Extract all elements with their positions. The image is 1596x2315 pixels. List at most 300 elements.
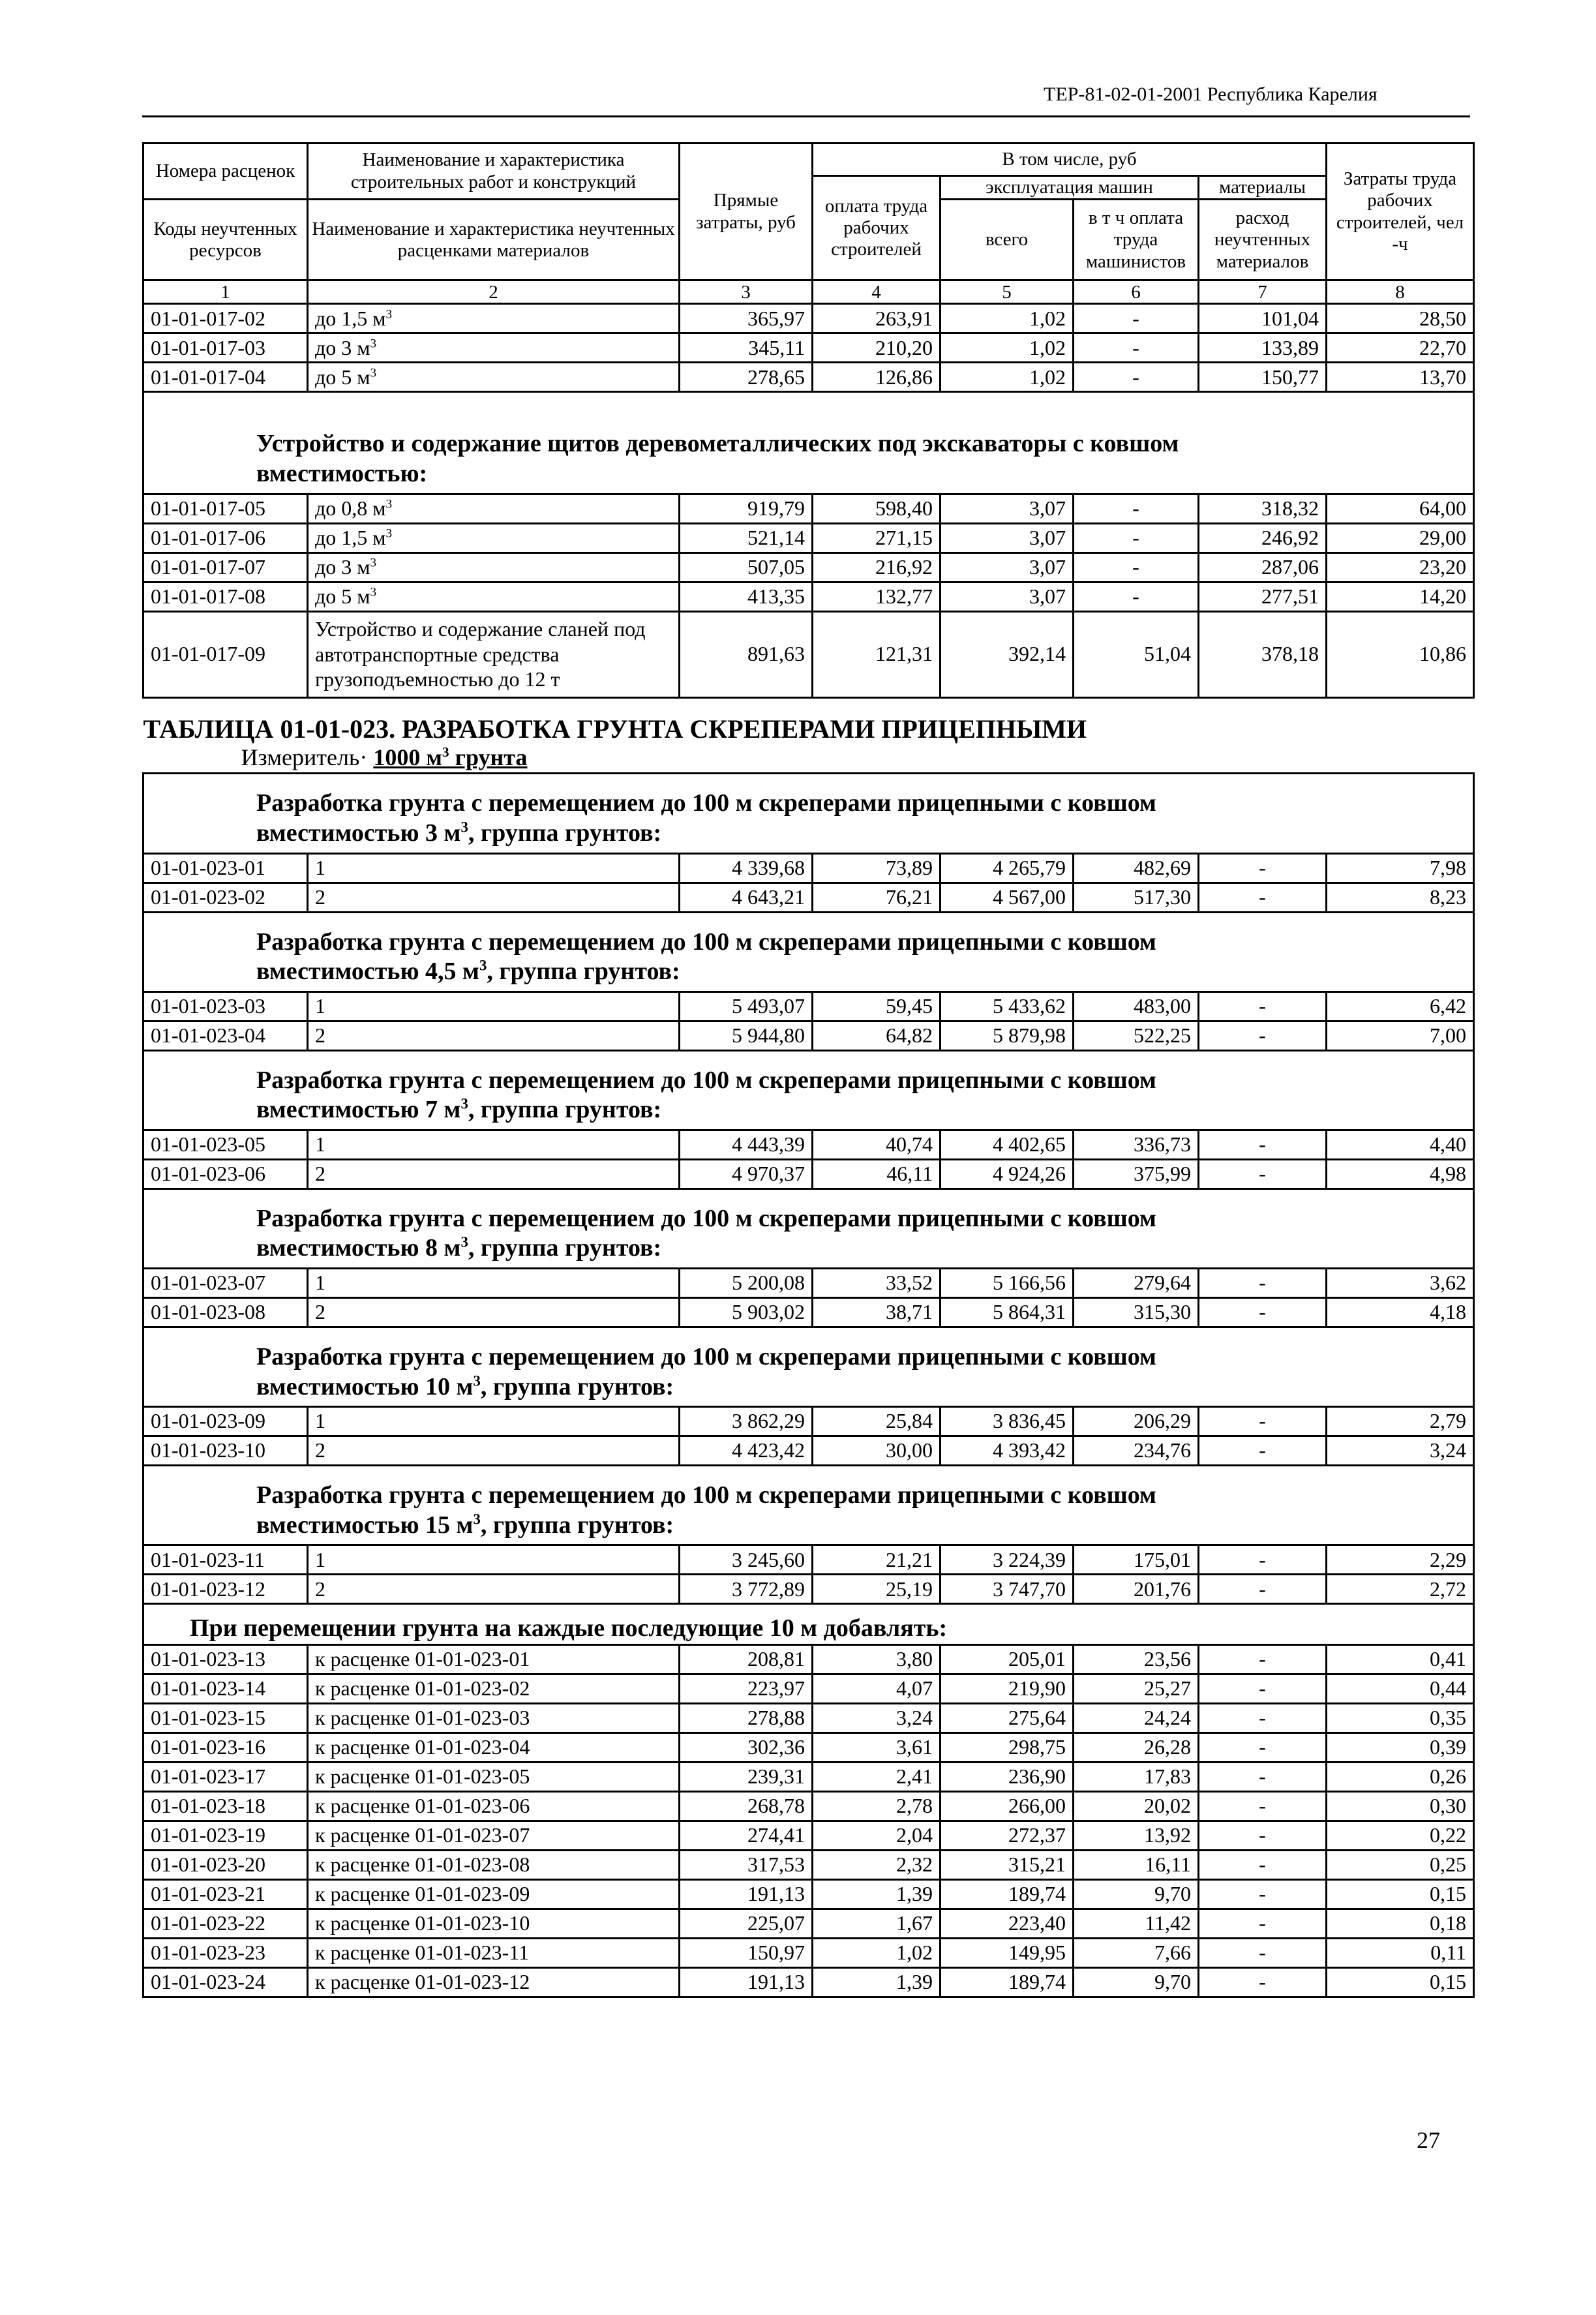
- materials: -: [1199, 1298, 1327, 1327]
- section-heading-row: [143, 774, 1474, 853]
- direct-costs: 891,63: [680, 611, 813, 697]
- labor-hours: 0,30: [1327, 1792, 1474, 1821]
- direct-costs: 239,31: [680, 1763, 813, 1792]
- rate-code: 01-01-023-24: [143, 1968, 308, 1997]
- labor-pay: 2,78: [813, 1792, 941, 1821]
- labor-pay: 33,52: [813, 1269, 941, 1298]
- section-heading-row: [143, 1604, 1474, 1645]
- labor-pay: 1,67: [813, 1909, 941, 1939]
- labor-hours: 0,18: [1327, 1909, 1474, 1939]
- direct-costs: 278,65: [680, 363, 813, 392]
- rate-code: 01-01-023-21: [143, 1880, 308, 1909]
- header-rule: [142, 115, 1470, 117]
- rate-name: к расценке 01-01-023-01: [308, 1645, 680, 1674]
- machinists-pay: 11,42: [1074, 1909, 1199, 1939]
- rate-code: 01-01-023-04: [143, 1021, 308, 1050]
- header-col1b: Коды неучтенных ресурсов: [143, 200, 308, 280]
- table-row: [143, 1704, 1474, 1733]
- column-number: 7: [1199, 280, 1327, 304]
- direct-costs: 5 493,07: [680, 991, 813, 1021]
- direct-costs: 345,11: [680, 333, 813, 363]
- labor-pay: 46,11: [813, 1159, 941, 1188]
- rate-name: до 1,5 $м^3$: [308, 523, 680, 552]
- rate-name: к расценке 01-01-023-10: [308, 1909, 680, 1939]
- machines-total: 1,02: [941, 363, 1074, 392]
- materials: -: [1199, 1575, 1327, 1604]
- labor-hours: 0,15: [1327, 1968, 1474, 1997]
- rate-code: 01-01-023-12: [143, 1575, 308, 1604]
- table-row: [143, 1792, 1474, 1821]
- table-row: [143, 304, 1474, 333]
- section-heading: Устройство и содержание щитов деревометаллических под экскаваторы с ковшом вместимостью:: [143, 392, 1474, 494]
- labor-hours: 14,20: [1327, 582, 1474, 611]
- direct-costs: 317,53: [680, 1851, 813, 1880]
- direct-costs: 3 245,60: [680, 1545, 813, 1575]
- rate-code: 01-01-023-11: [143, 1545, 308, 1575]
- labor-pay: 216,92: [813, 552, 941, 582]
- machinists-pay: 206,29: [1074, 1407, 1199, 1436]
- section-heading-row: [143, 1050, 1474, 1130]
- rate-code: 01-01-023-14: [143, 1674, 308, 1704]
- column-number: 8: [1327, 280, 1474, 304]
- rate-name: к расценке 01-01-023-08: [308, 1851, 680, 1880]
- labor-pay: 263,91: [813, 304, 941, 333]
- machinists-pay: 234,76: [1074, 1436, 1199, 1466]
- materials: -: [1199, 1130, 1327, 1159]
- rate-name: до 1,5 $м^3$: [308, 304, 680, 333]
- measure-unit: Измеритель· 1000 $м^3$ грунта: [143, 746, 1474, 774]
- machinists-pay: 16,11: [1074, 1851, 1199, 1880]
- machinists-pay: -: [1074, 523, 1199, 552]
- machines-total: 5 864,31: [941, 1298, 1074, 1327]
- rate-code: 01-01-023-08: [143, 1298, 308, 1327]
- rate-name: 2: [308, 1575, 680, 1604]
- machinists-pay: 201,76: [1074, 1575, 1199, 1604]
- machines-total: 275,64: [941, 1704, 1074, 1733]
- labor-pay: 73,89: [813, 853, 941, 883]
- table-row: [143, 1909, 1474, 1939]
- materials: -: [1199, 1851, 1327, 1880]
- direct-costs: 365,97: [680, 304, 813, 333]
- table-row: [143, 582, 1474, 611]
- machines-total: 3 224,39: [941, 1545, 1074, 1575]
- direct-costs: 150,97: [680, 1939, 813, 1968]
- labor-pay: 2,32: [813, 1851, 941, 1880]
- materials: -: [1199, 853, 1327, 883]
- direct-costs: 5 200,08: [680, 1269, 813, 1298]
- machinists-pay: 522,25: [1074, 1021, 1199, 1050]
- materials: -: [1199, 1704, 1327, 1733]
- machines-total: 5 879,98: [941, 1021, 1074, 1050]
- labor-pay: 126,86: [813, 363, 941, 392]
- rate-code: 01-01-017-06: [143, 523, 308, 552]
- labor-hours: 8,23: [1327, 883, 1474, 912]
- table-row: [143, 1763, 1474, 1792]
- price-table: [142, 142, 1475, 1998]
- rate-code: 01-01-023-02: [143, 883, 308, 912]
- table-row: [143, 1733, 1474, 1763]
- rate-code: 01-01-023-03: [143, 991, 308, 1021]
- rate-name: к расценке 01-01-023-03: [308, 1704, 680, 1733]
- materials: -: [1199, 1939, 1327, 1968]
- machinists-pay: -: [1074, 363, 1199, 392]
- machines-total: 3 747,70: [941, 1575, 1074, 1604]
- labor-pay: 4,07: [813, 1674, 941, 1704]
- rate-name: к расценке 01-01-023-09: [308, 1880, 680, 1909]
- machinists-pay: 315,30: [1074, 1298, 1199, 1327]
- page-number: 27: [1417, 2127, 1440, 2153]
- rate-name: 2: [308, 883, 680, 912]
- rate-code: 01-01-017-05: [143, 494, 308, 523]
- machinists-pay: 9,70: [1074, 1880, 1199, 1909]
- labor-hours: 64,00: [1327, 494, 1474, 523]
- rate-code: 01-01-023-10: [143, 1436, 308, 1466]
- direct-costs: 919,79: [680, 494, 813, 523]
- rate-name: к расценке 01-01-023-06: [308, 1792, 680, 1821]
- labor-hours: 0,25: [1327, 1851, 1474, 1880]
- table-row: [143, 1939, 1474, 1968]
- machines-total: 1,02: [941, 304, 1074, 333]
- table-row: [143, 1545, 1474, 1575]
- labor-hours: 10,86: [1327, 611, 1474, 697]
- labor-hours: 0,41: [1327, 1645, 1474, 1674]
- machines-total: 219,90: [941, 1674, 1074, 1704]
- machinists-pay: 175,01: [1074, 1545, 1199, 1575]
- rate-name: до 3 $м^3$: [308, 333, 680, 363]
- rate-code: 01-01-023-17: [143, 1763, 308, 1792]
- labor-hours: 2,79: [1327, 1407, 1474, 1436]
- machines-total: 4 402,65: [941, 1130, 1074, 1159]
- labor-pay: 2,04: [813, 1821, 941, 1851]
- direct-costs: 4 643,21: [680, 883, 813, 912]
- document-header: ТЕР-81-02-01-2001 Республика Карелия: [1044, 83, 1378, 105]
- rate-code: 01-01-017-02: [143, 304, 308, 333]
- labor-hours: 22,70: [1327, 333, 1474, 363]
- labor-hours: 13,70: [1327, 363, 1474, 392]
- machinists-pay: -: [1074, 333, 1199, 363]
- section-heading: При перемещении грунта на каждые последующие 10 м добавлять:: [143, 1604, 1474, 1645]
- labor-hours: 23,20: [1327, 552, 1474, 582]
- materials: -: [1199, 1880, 1327, 1909]
- labor-pay: 40,74: [813, 1130, 941, 1159]
- direct-costs: 274,41: [680, 1821, 813, 1851]
- machinists-pay: -: [1074, 552, 1199, 582]
- rate-code: 01-01-023-15: [143, 1704, 308, 1733]
- direct-costs: 268,78: [680, 1792, 813, 1821]
- column-number: 1: [143, 280, 308, 304]
- labor-hours: 4,98: [1327, 1159, 1474, 1188]
- machines-total: 272,37: [941, 1821, 1074, 1851]
- labor-pay: 132,77: [813, 582, 941, 611]
- machines-total: 392,14: [941, 611, 1074, 697]
- machines-total: 3 836,45: [941, 1407, 1074, 1436]
- labor-hours: 2,72: [1327, 1575, 1474, 1604]
- labor-hours: 6,42: [1327, 991, 1474, 1021]
- direct-costs: 521,14: [680, 523, 813, 552]
- rate-code: 01-01-023-19: [143, 1821, 308, 1851]
- table-row: [143, 611, 1474, 697]
- section-heading-row: [143, 1188, 1474, 1268]
- labor-pay: 598,40: [813, 494, 941, 523]
- labor-pay: 121,31: [813, 611, 941, 697]
- materials: -: [1199, 883, 1327, 912]
- labor-pay: 38,71: [813, 1298, 941, 1327]
- machines-total: 223,40: [941, 1909, 1074, 1939]
- header-machines: эксплуатация машин: [941, 176, 1199, 200]
- materials: -: [1199, 1407, 1327, 1436]
- materials: -: [1199, 1269, 1327, 1298]
- rate-code: 01-01-023-06: [143, 1159, 308, 1188]
- rate-code: 01-01-017-04: [143, 363, 308, 392]
- materials: -: [1199, 1763, 1327, 1792]
- labor-pay: 210,20: [813, 333, 941, 363]
- table-row: [143, 523, 1474, 552]
- table-row: [143, 1159, 1474, 1188]
- direct-costs: 5 903,02: [680, 1298, 813, 1327]
- rate-name: 2: [308, 1298, 680, 1327]
- machinists-pay: 9,70: [1074, 1968, 1199, 1997]
- labor-hours: 0,15: [1327, 1880, 1474, 1909]
- table-row: [143, 1851, 1474, 1880]
- table-row: [143, 363, 1474, 392]
- labor-hours: 7,98: [1327, 853, 1474, 883]
- section-heading: Разработка грунта с перемещением до 100 м скреперами прицепными с ковшом вместимостью 3 $м^3$, группа грунтов:: [143, 774, 1474, 853]
- labor-hours: 0,11: [1327, 1939, 1474, 1968]
- direct-costs: 302,36: [680, 1733, 813, 1763]
- machinists-pay: 336,73: [1074, 1130, 1199, 1159]
- rate-name: 1: [308, 1407, 680, 1436]
- machines-total: 4 393,42: [941, 1436, 1074, 1466]
- rate-name: 2: [308, 1159, 680, 1188]
- machinists-pay: -: [1074, 304, 1199, 333]
- labor-pay: 3,61: [813, 1733, 941, 1763]
- rate-name: до 0,8 $м^3$: [308, 494, 680, 523]
- labor-hours: 28,50: [1327, 304, 1474, 333]
- table-row: [143, 1645, 1474, 1674]
- machines-total: 5 166,56: [941, 1269, 1074, 1298]
- materials: -: [1199, 1821, 1327, 1851]
- machinists-pay: 517,30: [1074, 883, 1199, 912]
- direct-costs: 208,81: [680, 1645, 813, 1674]
- rate-name: 1: [308, 1269, 680, 1298]
- labor-hours: 2,29: [1327, 1545, 1474, 1575]
- labor-hours: 29,00: [1327, 523, 1474, 552]
- rate-code: 01-01-023-09: [143, 1407, 308, 1436]
- labor-pay: 3,24: [813, 1704, 941, 1733]
- labor-hours: 3,24: [1327, 1436, 1474, 1466]
- rate-code: 01-01-023-01: [143, 853, 308, 883]
- section-heading: Разработка грунта с перемещением до 100 м скреперами прицепными с ковшом вместимостью 10 $м^3$, группа грунтов:: [143, 1327, 1474, 1407]
- rate-name: 1: [308, 853, 680, 883]
- section-heading-row: [143, 1327, 1474, 1407]
- labor-hours: 0,35: [1327, 1704, 1474, 1733]
- rate-name: 1: [308, 1545, 680, 1575]
- machines-total: 298,75: [941, 1733, 1074, 1763]
- table-row: [143, 853, 1474, 883]
- header-col7: расход неучтенных материалов: [1199, 200, 1327, 280]
- labor-pay: 59,45: [813, 991, 941, 1021]
- rate-code: 01-01-017-07: [143, 552, 308, 582]
- materials: -: [1199, 1021, 1327, 1050]
- materials: -: [1199, 1792, 1327, 1821]
- materials: 318,32: [1199, 494, 1327, 523]
- header-col2b: Наименование и характеристика неучтенных расценками материалов: [308, 200, 680, 280]
- labor-hours: 0,22: [1327, 1821, 1474, 1851]
- labor-pay: 21,21: [813, 1545, 941, 1575]
- machines-total: 236,90: [941, 1763, 1074, 1792]
- machines-total: 4 265,79: [941, 853, 1074, 883]
- machines-total: 315,21: [941, 1851, 1074, 1880]
- header-col2a: Наименование и характеристика строительных работ и конструкций: [308, 144, 680, 200]
- rate-code: 01-01-017-03: [143, 333, 308, 363]
- machinists-pay: 20,02: [1074, 1792, 1199, 1821]
- direct-costs: 191,13: [680, 1880, 813, 1909]
- table-row: [143, 494, 1474, 523]
- labor-hours: 0,26: [1327, 1763, 1474, 1792]
- labor-pay: 271,15: [813, 523, 941, 552]
- labor-pay: 2,41: [813, 1763, 941, 1792]
- materials: 287,06: [1199, 552, 1327, 582]
- section-heading: Разработка грунта с перемещением до 100 м скреперами прицепными с ковшом вместимостью 8 $м^3$, группа грунтов:: [143, 1188, 1474, 1268]
- header-col3: Прямые затраты, руб: [680, 144, 813, 280]
- header-col5: всего: [941, 200, 1074, 280]
- header-col1a: Номера расценок: [143, 144, 308, 200]
- machines-total: 149,95: [941, 1939, 1074, 1968]
- rate-name: 1: [308, 1130, 680, 1159]
- table-row: [143, 552, 1474, 582]
- direct-costs: 4 443,39: [680, 1130, 813, 1159]
- rate-code: 01-01-023-16: [143, 1733, 308, 1763]
- materials: 246,92: [1199, 523, 1327, 552]
- labor-pay: 3,80: [813, 1645, 941, 1674]
- labor-hours: 3,62: [1327, 1269, 1474, 1298]
- machines-total: 3,07: [941, 523, 1074, 552]
- direct-costs: 4 970,37: [680, 1159, 813, 1188]
- rate-name: до 5 $м^3$: [308, 582, 680, 611]
- table-row: [143, 333, 1474, 363]
- materials: -: [1199, 991, 1327, 1021]
- table-row: [143, 1880, 1474, 1909]
- labor-pay: 1,39: [813, 1880, 941, 1909]
- direct-costs: 4 339,68: [680, 853, 813, 883]
- header-materials: материалы: [1199, 176, 1327, 200]
- machines-total: 189,74: [941, 1880, 1074, 1909]
- materials: -: [1199, 1545, 1327, 1575]
- table-row: [143, 1674, 1474, 1704]
- direct-costs: 191,13: [680, 1968, 813, 1997]
- machinists-pay: 375,99: [1074, 1159, 1199, 1188]
- rate-code: 01-01-023-13: [143, 1645, 308, 1674]
- section-heading: Разработка грунта с перемещением до 100 м скреперами прицепными с ковшом вместимостью 7 $м^3$, группа грунтов:: [143, 1050, 1474, 1130]
- machinists-pay: 482,69: [1074, 853, 1199, 883]
- header-col8: Затраты труда рабочих строителей, чел -ч: [1327, 144, 1474, 280]
- direct-costs: 278,88: [680, 1704, 813, 1733]
- rate-name: к расценке 01-01-023-11: [308, 1939, 680, 1968]
- rate-code: 01-01-017-08: [143, 582, 308, 611]
- machines-total: 1,02: [941, 333, 1074, 363]
- rate-name: до 5 $м^3$: [308, 363, 680, 392]
- materials: 277,51: [1199, 582, 1327, 611]
- labor-hours: 7,00: [1327, 1021, 1474, 1050]
- materials: -: [1199, 1645, 1327, 1674]
- direct-costs: 4 423,42: [680, 1436, 813, 1466]
- rate-name: 1: [308, 991, 680, 1021]
- rate-code: 01-01-023-07: [143, 1269, 308, 1298]
- column-number: 4: [813, 280, 941, 304]
- labor-hours: 0,39: [1327, 1733, 1474, 1763]
- rate-name: к расценке 01-01-023-07: [308, 1821, 680, 1851]
- section-heading-row: [143, 1466, 1474, 1545]
- rate-code: 01-01-023-22: [143, 1909, 308, 1939]
- table-row: [143, 1968, 1474, 1997]
- column-number: 6: [1074, 280, 1199, 304]
- section-heading: Разработка грунта с перемещением до 100 м скреперами прицепными с ковшом вместимостью 15 $м^3$, группа грунтов:: [143, 1466, 1474, 1545]
- rate-name: Устройство и содержание сланей под автотранспортные средства грузоподъемностью до 12 т: [308, 611, 680, 697]
- materials: -: [1199, 1733, 1327, 1763]
- table-row: [143, 1821, 1474, 1851]
- materials: 150,77: [1199, 363, 1327, 392]
- labor-pay: 1,39: [813, 1968, 941, 1997]
- machinists-pay: 17,83: [1074, 1763, 1199, 1792]
- rate-name: к расценке 01-01-023-12: [308, 1968, 680, 1997]
- machinists-pay: -: [1074, 494, 1199, 523]
- labor-pay: 76,21: [813, 883, 941, 912]
- table-row: [143, 1298, 1474, 1327]
- materials: -: [1199, 1159, 1327, 1188]
- direct-costs: 3 772,89: [680, 1575, 813, 1604]
- table-row: [143, 1130, 1474, 1159]
- materials: -: [1199, 1909, 1327, 1939]
- materials: -: [1199, 1674, 1327, 1704]
- rate-name: к расценке 01-01-023-02: [308, 1674, 680, 1704]
- machines-total: 205,01: [941, 1645, 1074, 1674]
- direct-costs: 3 862,29: [680, 1407, 813, 1436]
- table-title-row: [143, 697, 1474, 746]
- rate-name: к расценке 01-01-023-04: [308, 1733, 680, 1763]
- materials: 101,04: [1199, 304, 1327, 333]
- table-row: [143, 1575, 1474, 1604]
- table-row: [143, 1436, 1474, 1466]
- machinists-pay: -: [1074, 582, 1199, 611]
- machines-total: 266,00: [941, 1792, 1074, 1821]
- section-heading-row: [143, 392, 1474, 494]
- materials: -: [1199, 1436, 1327, 1466]
- labor-pay: 25,84: [813, 1407, 941, 1436]
- column-number: 3: [680, 280, 813, 304]
- machines-total: 4 924,26: [941, 1159, 1074, 1188]
- table-title: ТАБЛИЦА 01-01-023. РАЗРАБОТКА ГРУНТА СКРЕПЕРАМИ ПРИЦЕПНЫМИ: [143, 714, 1087, 744]
- header-incl: В том числе, руб: [813, 144, 1327, 176]
- direct-costs: 225,07: [680, 1909, 813, 1939]
- direct-costs: 413,35: [680, 582, 813, 611]
- materials: -: [1199, 1968, 1327, 1997]
- machines-total: 5 433,62: [941, 991, 1074, 1021]
- table-row: [143, 1269, 1474, 1298]
- section-heading-row: [143, 912, 1474, 991]
- rate-code: 01-01-023-05: [143, 1130, 308, 1159]
- labor-pay: 25,19: [813, 1575, 941, 1604]
- table-row: [143, 991, 1474, 1021]
- labor-pay: 30,00: [813, 1436, 941, 1466]
- machines-total: 3,07: [941, 582, 1074, 611]
- labor-pay: 1,02: [813, 1939, 941, 1968]
- labor-hours: 0,44: [1327, 1674, 1474, 1704]
- header-col4: оплата труда рабочих строителей: [813, 176, 941, 280]
- machines-total: 4 567,00: [941, 883, 1074, 912]
- machinists-pay: 24,24: [1074, 1704, 1199, 1733]
- machinists-pay: 25,27: [1074, 1674, 1199, 1704]
- rate-name: 2: [308, 1021, 680, 1050]
